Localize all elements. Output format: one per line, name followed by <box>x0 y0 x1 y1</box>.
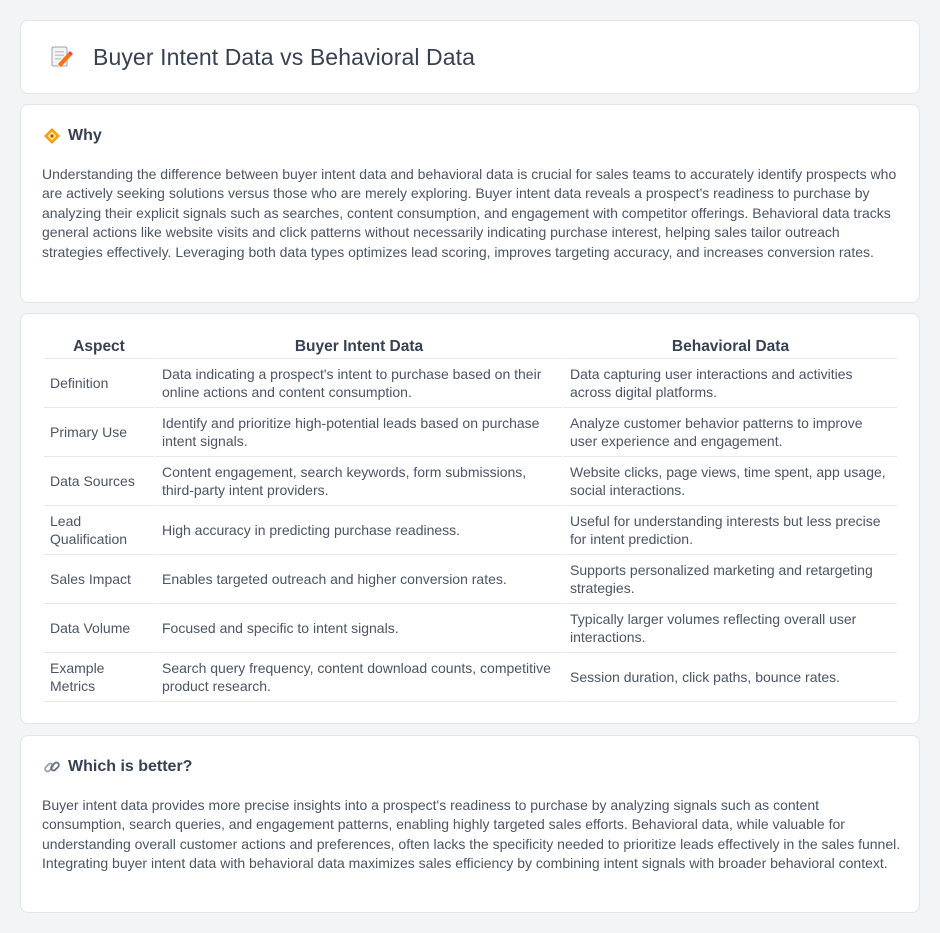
header-behavioral: Behavioral Data <box>564 335 897 359</box>
row-aspect: Example Metrics <box>44 653 154 702</box>
row-behavioral: Data capturing user interactions and activities across digital platforms. <box>564 359 897 408</box>
table-header-row <box>44 335 897 359</box>
why-section <box>20 104 920 303</box>
diamond-sparkle-icon <box>43 127 61 145</box>
row-behavioral: Typically larger volumes reflecting overall user interactions. <box>564 604 897 653</box>
row-aspect: Definition <box>44 359 154 408</box>
row-buyer-intent: High accuracy in predicting purchase readiness. <box>156 506 562 555</box>
better-heading: Which is better? <box>68 758 193 775</box>
why-text: Understanding the difference between buyer intent data and behavioral data is crucial for sales teams to accurately identify prospects who are actively seeking solutions versus those who are merely exploring. Buyer intent data reveals a prospect's readiness to purchase by analyzing their explicit signals such as searches, content consumption, and engagement with competitor offerings. Behavioral data tracks general actions like website visits and click patterns without necessarily indicating purchase interest, helping sales tailor outreach strategies effectively. Leveraging both data types optimizes lead scoring, improves targeting accuracy, and increases conversion rates. <box>42 166 897 260</box>
row-behavioral: Analyze customer behavior patterns to improve user experience and engagement. <box>564 408 897 457</box>
header-buyer-intent: Buyer Intent Data <box>156 335 562 359</box>
link-icon <box>43 758 61 776</box>
row-buyer-intent: Content engagement, search keywords, form submissions, third-party intent providers. <box>156 457 562 506</box>
memo-pencil-icon <box>47 43 75 71</box>
table-row <box>44 408 897 457</box>
row-behavioral: Session duration, click paths, bounce rates. <box>564 653 897 702</box>
comparison-table-card <box>20 313 920 724</box>
better-text: Buyer intent data provides more precise insights into a prospect's readiness to purchase by analyzing signals such as content consumption, search queries, and engagement patterns, enabling highly targeted sales efforts. Behavioral data, while valuable for understanding overall customer actions and preferences, often lacks the specificity needed to prioritize leads effectively in the sales funnel. Integrating buyer intent data with behavioral data maximizes sales efficiency by combining intent signals with broader behavioral context. <box>42 797 901 872</box>
row-behavioral: Useful for understanding interests but less precise for intent prediction. <box>564 506 897 555</box>
comparison-table <box>42 335 899 702</box>
table-row <box>44 457 897 506</box>
row-aspect: Sales Impact <box>44 555 154 604</box>
row-buyer-intent: Search query frequency, content download counts, competitive product research. <box>156 653 562 702</box>
table-row <box>44 506 897 555</box>
row-behavioral: Supports personalized marketing and retargeting strategies. <box>564 555 897 604</box>
row-aspect: Lead Qualification <box>44 506 154 555</box>
row-aspect: Primary Use <box>44 408 154 457</box>
header-card <box>20 20 920 94</box>
table-row <box>44 653 897 702</box>
title-row <box>47 43 475 71</box>
which-is-better-section <box>20 735 920 913</box>
row-buyer-intent: Focused and specific to intent signals. <box>156 604 562 653</box>
why-heading: Why <box>68 127 102 144</box>
table-row <box>44 604 897 653</box>
page-title: Buyer Intent Data vs Behavioral Data <box>93 43 476 70</box>
why-heading-row <box>43 127 102 145</box>
header-aspect: Aspect <box>44 335 154 359</box>
better-heading-row <box>43 758 192 776</box>
row-behavioral: Website clicks, page views, time spent, app usage, social interactions. <box>564 457 897 506</box>
table-row <box>44 359 897 408</box>
row-buyer-intent: Data indicating a prospect's intent to purchase based on their online actions and content consumption. <box>156 359 562 408</box>
row-aspect: Data Sources <box>44 457 154 506</box>
table-row <box>44 555 897 604</box>
row-buyer-intent: Enables targeted outreach and higher conversion rates. <box>156 555 562 604</box>
row-aspect: Data Volume <box>44 604 154 653</box>
row-buyer-intent: Identify and prioritize high-potential leads based on purchase intent signals. <box>156 408 562 457</box>
